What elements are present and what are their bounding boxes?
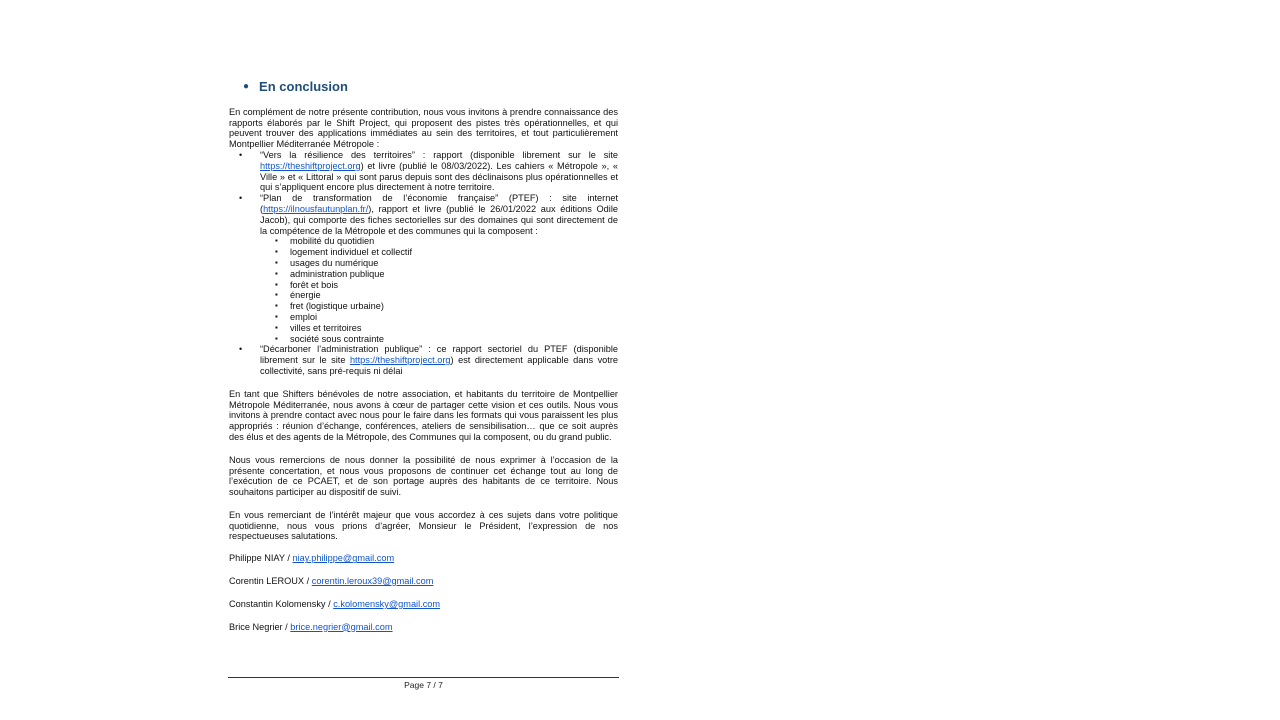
sector-item: ▪ forêt et bois [290,280,618,291]
signatory [229,553,618,564]
separator: / [282,621,291,632]
list-item-text: ) et livre (publié le 08/03/2022). Les cahiers « Métropole », « Ville » et « Littoral » qui sont parus depuis sont des déclinaisons plus opérationnelles et qui s’appliquent encore plus directement à notre territoire. [260,160,618,193]
ptef-link[interactable]: https://ilnousfautunplan.fr/ [263,203,369,214]
thanks-paragraph: Nous vous remercions de nous donner la possibilité de nous exprimer à l’occasion de la présente concertation, et nous vous proposons de continuer cet échange tout au long de l’exécution de ce PCAET, et de son portage auprès des habitants de ce territoire. Nous souhaitons participer au dispositif de suivi. [229,454,618,498]
separator: / [304,576,312,587]
list-item [260,344,618,376]
shift-project-link[interactable]: https://theshiftproject.org [260,160,361,171]
section-heading [243,79,618,94]
sector-item: ▪ énergie [290,290,618,301]
reports-list [229,150,618,377]
shift-project-link[interactable]: https://theshiftproject.org [349,355,451,366]
signatory-name: Philippe NIAY [229,553,285,564]
signatory-email-link[interactable]: brice.negrier@gmail.com [290,621,393,632]
sector-item: ▪ villes et territoires [290,323,618,334]
intro-paragraph: En complément de notre présente contribution, nous vous invitons à prendre connaissance des rapports élaborés par le Shift Project, qui proposent des pistes très opérationnelles, et qui peuvent trouver des applications immédiates au sein des territoires, et tout particulièrement Montpellier Méditerranée Métropole : [229,106,618,150]
page-number: Page 7 / 7 [404,680,443,690]
document-page [229,79,618,644]
bullet-icon: ● [243,81,250,92]
signatory-name: Corentin LEROUX [229,576,305,587]
list-item-text: ) est directement applicable dans votre collectivité, sans pré-requis ni délai [260,355,618,376]
signatory-email-link[interactable]: niay.philippe@gmail.com [292,553,395,564]
list-item-text: “Plan de transformation de l’économie française” (PTEF) : site internet ( [260,193,618,214]
separator: / [284,553,293,564]
list-item [260,193,618,344]
shifters-paragraph: En tant que Shifters bénévoles de notre association, et habitants du territoire de Montpellier Métropole Méditerranée, nous avons à cœur de partager cette vision et ces outils. Nous vous invitons à prendre contact avec nous pour le faire dans les formats qui vous paraissent les plus appropriés : réunion d’échange, conférences, ateliers de sensibilisation… que ce soit auprès des élus et des agents de la Métropole, des Communes qui la composent, ou du grand public. [229,388,618,442]
signatory [229,622,618,633]
sector-item: ▪ mobilité du quotidien [290,236,618,247]
signatory-email-link[interactable]: corentin.leroux39@gmail.com [311,576,434,587]
list-item-text: “Décarboner l’administration publique” : ce rapport sectoriel du PTEF (disponible librement sur le site [260,344,618,366]
signatory-name: Brice Negrier [229,621,283,632]
heading-text: En conclusion [259,79,348,94]
list-item [260,150,618,193]
sector-item: ▪ administration publique [290,269,618,280]
list-item-text: ), rapport et livre (publié le 26/01/2022 aux éditions Odile Jacob), qui comporte des fiches sectorielles sur des domaines qui sont directement de la compétence de la Métropole et des communes qui la composent : [260,203,618,236]
closing-paragraph: En vous remerciant de l’intérêt majeur que vous accordez à ces sujets dans votre politique quotidienne, nous vous prions d’agréer, Monsieur le Président, l’expression de nos respectueuses salutations. [229,509,618,542]
sector-item: ▪ emploi [290,312,618,323]
sector-item: ▪ logement individuel et collectif [290,247,618,258]
sector-item: ▪ fret (logistique urbaine) [290,301,618,312]
separator: / [325,598,334,609]
signatory-email-link[interactable]: c.kolomensky@gmail.com [333,598,441,609]
signatory-name: Constantin Kolomensky [229,598,326,609]
footer-divider [228,677,619,678]
signatory [229,599,618,610]
sector-item: ▪ usages du numérique [290,258,618,269]
list-item-text: “Vers la résilience des territoires” : rapport (disponible librement sur le site [260,149,618,160]
sector-item: ▪ société sous contrainte [290,334,618,345]
sector-list [260,236,618,344]
signatory [229,576,618,587]
